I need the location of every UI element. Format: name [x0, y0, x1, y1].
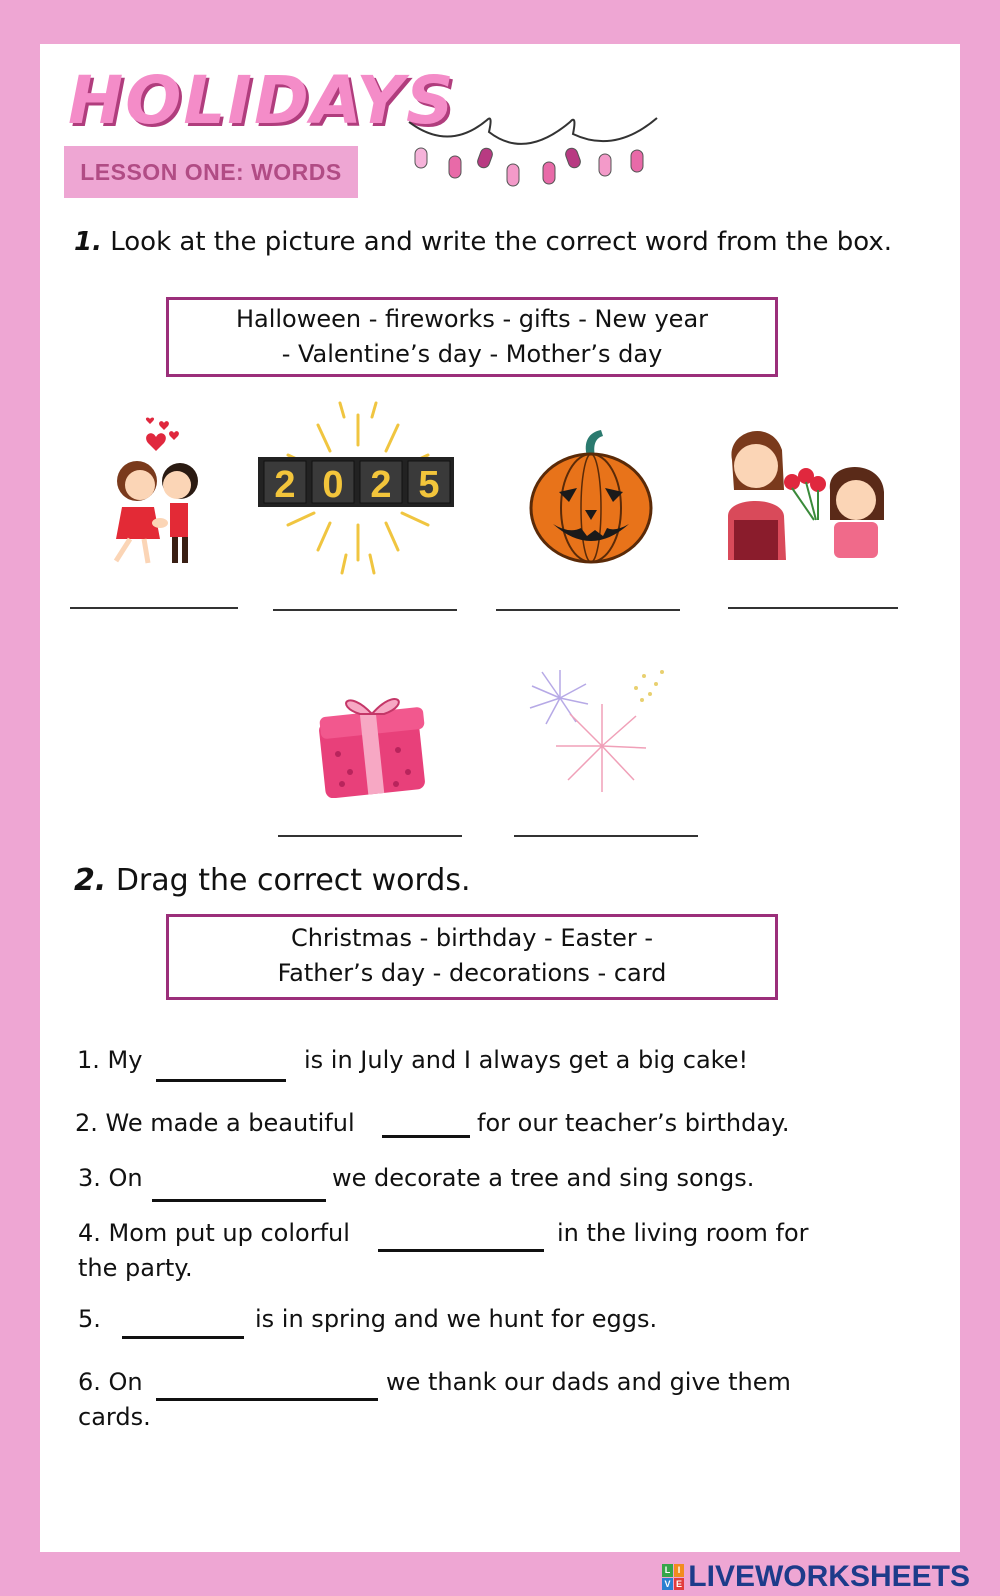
answer-line-2[interactable] — [273, 609, 457, 611]
question-2-text: Drag the correct words. — [115, 863, 471, 898]
word-box-2-line-2: Father’s day - decorations - card — [277, 959, 667, 987]
sentence-4-suffix: in the living room for — [557, 1219, 809, 1247]
word-box-2 — [166, 914, 778, 1000]
clock-digit-1: 2 — [274, 464, 296, 506]
answer-line-6[interactable] — [514, 835, 698, 837]
word-box-1 — [166, 297, 778, 377]
question-2-number: 2. — [74, 863, 107, 898]
logo-letter-l: L — [662, 1564, 673, 1577]
question-1-number: 1. — [74, 227, 102, 257]
drop-zone-2[interactable] — [382, 1135, 470, 1138]
sentence-4-prefix: 4. Mom put up colorful — [78, 1219, 350, 1247]
liveworksheets-brand[interactable] — [662, 1560, 970, 1594]
sentence-1-prefix: 1. My — [77, 1046, 143, 1074]
word-box-1-line-2: - Valentine’s day - Mother’s day — [281, 340, 663, 368]
clock-digit-4: 5 — [418, 464, 440, 506]
pumpkin-picture — [525, 428, 655, 566]
sentence-2-prefix: 2. We made a beautiful — [75, 1109, 355, 1137]
logo-letter-i: I — [674, 1564, 685, 1577]
page-title: HOLIDAYS — [68, 62, 456, 139]
question-2-instruction — [74, 863, 470, 898]
sentence-6-continuation: cards. — [78, 1403, 151, 1431]
drop-zone-4[interactable] — [378, 1249, 544, 1252]
sentence-5-suffix: is in spring and we hunt for eggs. — [255, 1305, 658, 1333]
gift-box-picture — [318, 684, 428, 798]
drop-zone-5[interactable] — [122, 1336, 244, 1339]
clock-digit-3: 2 — [370, 464, 392, 506]
answer-line-5[interactable] — [278, 835, 462, 837]
drop-zone-1[interactable] — [156, 1079, 286, 1082]
fireworks-picture — [516, 664, 676, 804]
sentence-1-suffix: is in July and I always get a big cake! — [304, 1046, 749, 1074]
answer-line-4[interactable] — [728, 607, 898, 609]
clock-digit-2: 0 — [322, 464, 344, 506]
word-box-2-line-1: Christmas - birthday - Easter - — [290, 924, 654, 952]
sentence-4-continuation: the party. — [78, 1254, 193, 1282]
question-1-text: Look at the picture and write the correct word from the box. — [110, 227, 892, 257]
couple-kissing-picture — [92, 415, 212, 575]
sentence-5-prefix: 5. — [78, 1305, 101, 1333]
sentence-3-prefix: 3. On — [78, 1164, 143, 1192]
sentence-3-suffix: we decorate a tree and sing songs. — [332, 1164, 755, 1192]
lesson-subtitle: LESSON ONE: WORDS — [80, 159, 342, 185]
mother-and-daughter-picture — [722, 420, 902, 570]
drop-zone-3[interactable] — [152, 1199, 326, 1202]
sentence-6-prefix: 6. On — [78, 1368, 143, 1396]
answer-line-1[interactable] — [70, 607, 238, 609]
new-year-2025-picture — [258, 395, 458, 580]
logo-letter-e: E — [674, 1578, 685, 1591]
answer-line-3[interactable] — [496, 609, 680, 611]
drop-zone-6[interactable] — [156, 1398, 378, 1401]
liveworksheets-logo-icon — [662, 1564, 684, 1590]
sentence-6-suffix: we thank our dads and give them — [386, 1368, 791, 1396]
string-lights-icon — [405, 112, 665, 197]
sentence-2-suffix: for our teacher’s birthday. — [477, 1109, 790, 1137]
word-box-1-line-1: Halloween - fireworks - gifts - New year — [235, 305, 709, 333]
brand-name: LIVEWORKSHEETS — [688, 1560, 970, 1593]
question-1-instruction — [74, 227, 892, 257]
logo-letter-v: V — [662, 1578, 673, 1591]
